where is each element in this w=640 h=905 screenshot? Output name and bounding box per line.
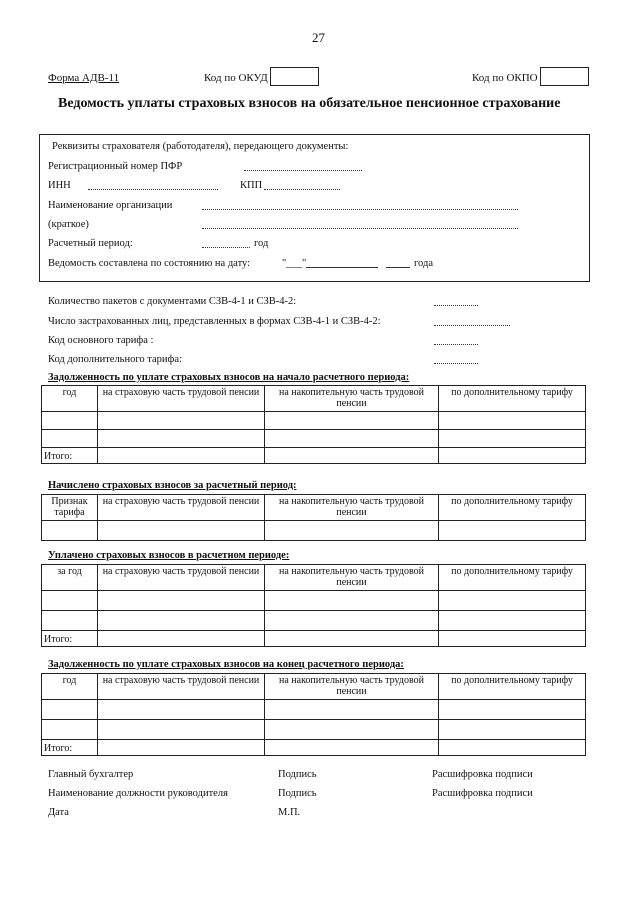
total-row <box>42 448 586 464</box>
total-label: Итого: <box>42 448 98 464</box>
col-for-year: за год <box>42 565 98 591</box>
period-field[interactable] <box>202 237 250 248</box>
total-row <box>42 740 586 756</box>
add-tariff-field[interactable] <box>434 353 478 364</box>
col-funded: на накопительную часть трудовой пенсии <box>265 674 439 700</box>
date-label: Ведомость составлена по состоянию на дату: <box>48 258 251 269</box>
stamp-label: М.П. <box>278 807 301 818</box>
debt-start-heading: Задолженность по уплате страховых взносов на начало расчетного периода: <box>48 372 410 383</box>
page-number: 27 <box>312 30 325 45</box>
table-row <box>42 521 586 541</box>
table-row <box>42 611 586 631</box>
kpp-label: КПП <box>240 180 263 191</box>
col-funded: на накопительную часть трудовой пенсии <box>265 386 439 412</box>
org-name-label: Наименование организации <box>48 200 173 211</box>
date-signature-label: Дата <box>48 807 69 818</box>
total-row <box>42 631 586 647</box>
base-tariff-field[interactable] <box>434 334 478 345</box>
period-label: Расчетный период: <box>48 238 133 249</box>
inn-label: ИНН <box>48 180 71 191</box>
col-insurance: на страховую часть трудовой пенсии <box>98 674 265 700</box>
date-day-field[interactable]: "___" <box>282 258 307 269</box>
reg-number-label: Регистрационный номер ПФР <box>48 161 183 172</box>
insured-label: Число застрахованных лиц, представленных в формах СЗВ-4-1 и СЗВ-4-2: <box>48 316 381 327</box>
chief-accountant-label: Главный бухгалтер <box>48 769 134 780</box>
short-name-field[interactable] <box>202 218 518 229</box>
col-additional: по дополнительному тарифу <box>439 386 586 412</box>
col-tariff-sign: Признак тарифа <box>42 495 98 521</box>
packets-label: Количество пакетов с документами СЗВ-4-1 и СЗВ-4-2: <box>48 296 297 307</box>
col-year: год <box>42 674 98 700</box>
table-row <box>42 430 586 448</box>
date-year-word: года <box>414 258 433 269</box>
col-funded: на накопительную часть трудовой пенсии <box>265 565 439 591</box>
col-insurance: на страховую часть трудовой пенсии <box>98 386 265 412</box>
head-position-label: Наименование должности руководителя <box>48 788 228 799</box>
debt-end-heading: Задолженность по уплате страховых взносов на конец расчетного периода: <box>48 659 404 670</box>
org-name-field[interactable] <box>202 199 518 210</box>
total-label: Итого: <box>42 740 98 756</box>
signature-label-1: Подпись <box>278 769 317 780</box>
requisites-heading: Реквизиты страхователя (работодателя), передающего документы: <box>52 141 349 152</box>
debt-end-table <box>41 673 586 756</box>
col-insurance: на страховую часть трудовой пенсии <box>98 495 265 521</box>
packets-field[interactable] <box>434 295 478 306</box>
form-name: Форма АДВ-11 <box>48 72 120 84</box>
col-year: год <box>42 386 98 412</box>
col-additional: по дополнительному тарифу <box>439 674 586 700</box>
table-row <box>42 720 586 740</box>
period-year-word: год <box>254 238 269 249</box>
decoding-label-2: Расшифровка подписи <box>432 788 533 799</box>
short-name-label: (краткое) <box>48 219 89 230</box>
paid-table <box>41 564 586 647</box>
document-title: Ведомость уплаты страховых взносов на обязательное пенсионное страхование <box>58 96 561 111</box>
table-row <box>42 412 586 430</box>
col-insurance: на страховую часть трудовой пенсии <box>98 565 265 591</box>
add-tariff-label: Код дополнительного тарифа: <box>48 354 182 365</box>
okpo-label: Код по ОКПО <box>472 72 538 84</box>
insured-field[interactable] <box>434 315 510 326</box>
okud-label: Код по ОКУД <box>204 72 268 84</box>
col-funded: на накопительную часть трудовой пенсии <box>265 495 439 521</box>
paid-heading: Уплачено страховых взносов в расчетном периоде: <box>48 550 290 561</box>
signature-label-2: Подпись <box>278 788 317 799</box>
accrued-table <box>41 494 586 541</box>
total-label: Итого: <box>42 631 98 647</box>
table-row <box>42 700 586 720</box>
col-additional: по дополнительному тарифу <box>439 495 586 521</box>
okud-field[interactable] <box>270 67 319 86</box>
date-year-field[interactable] <box>386 257 410 268</box>
debt-start-table <box>41 385 586 464</box>
kpp-field[interactable] <box>264 179 340 190</box>
base-tariff-label: Код основного тарифа : <box>48 335 154 346</box>
col-additional: по дополнительному тарифу <box>439 565 586 591</box>
decoding-label-1: Расшифровка подписи <box>432 769 533 780</box>
table-row <box>42 591 586 611</box>
date-month-field[interactable] <box>306 257 378 268</box>
okpo-field[interactable] <box>540 67 589 86</box>
accrued-heading: Начислено страховых взносов за расчетный период: <box>48 480 297 491</box>
inn-field[interactable] <box>88 179 218 190</box>
reg-number-field[interactable] <box>244 160 362 171</box>
